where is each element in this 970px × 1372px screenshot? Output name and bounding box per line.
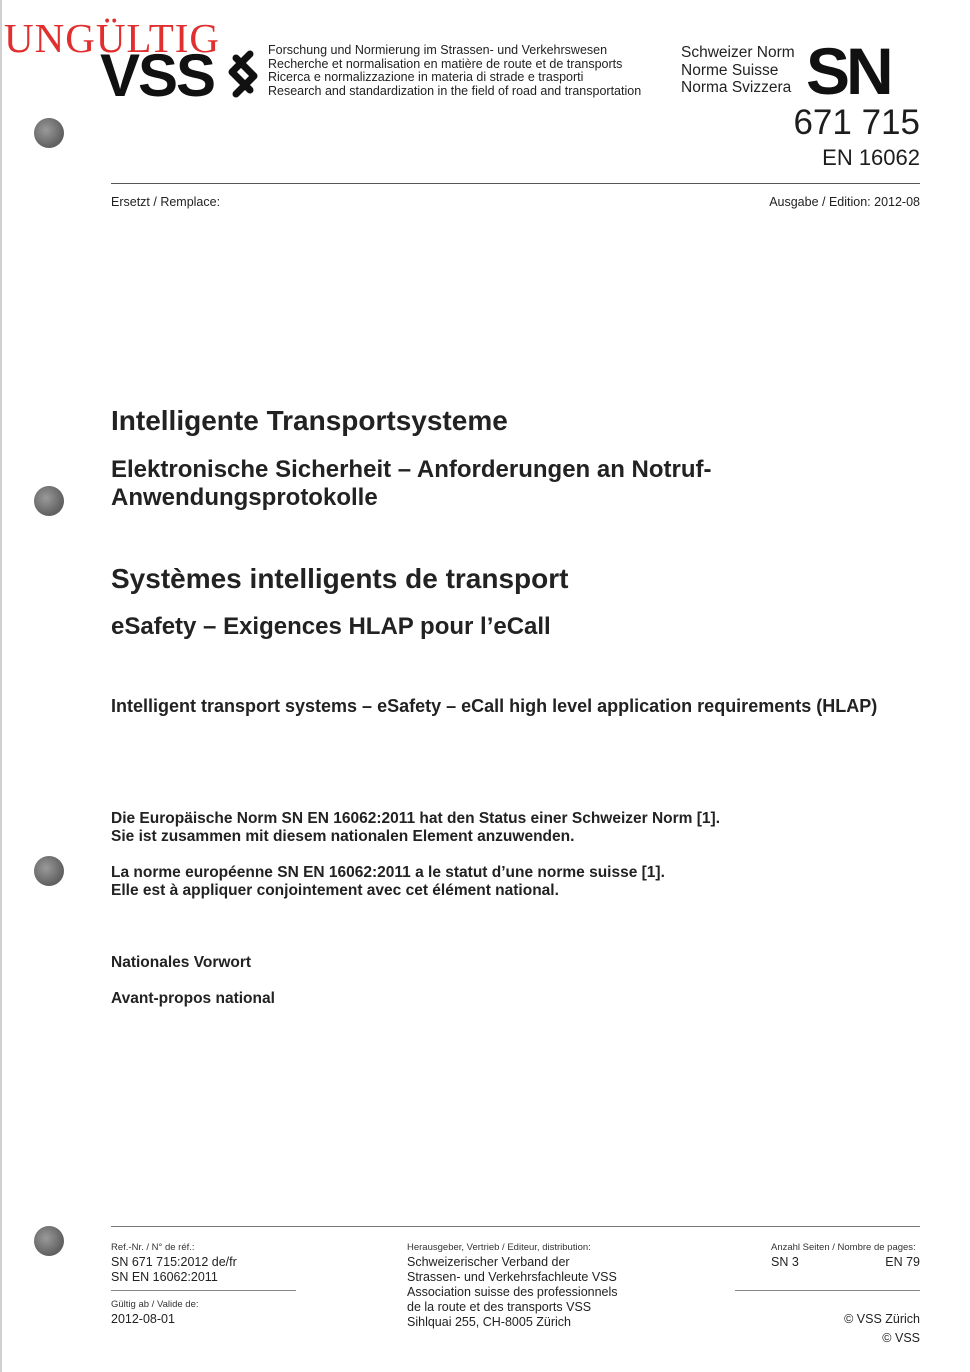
research-line: Research and standardization in the field of road and transportation bbox=[268, 83, 642, 98]
sn-name-it: Norma Svizzera bbox=[681, 79, 792, 97]
research-line: Recherche et normalisation en matière de route et de transports bbox=[268, 56, 623, 71]
foreword-fr: Avant-propos national bbox=[111, 990, 275, 1007]
sn-number: 671 715 bbox=[793, 103, 920, 142]
publisher-line: Association suisse des professionnels bbox=[407, 1285, 618, 1299]
publisher-line: Schweizerischer Verband der bbox=[407, 1255, 570, 1269]
title-en: Intelligent transport systems – eSafety – eCall high level application requirements (HLAP) bbox=[111, 696, 878, 716]
publisher-label: Herausgeber, Vertrieb / Editeur, distribution: bbox=[407, 1242, 591, 1253]
status-de-line: Die Europäische Norm SN EN 16062:2011 hat den Status einer Schweizer Norm [1]. bbox=[111, 810, 721, 827]
ref-value: SN 671 715:2012 de/fr bbox=[111, 1255, 237, 1269]
copyright-line: © VSS Zürich bbox=[844, 1312, 920, 1326]
sn-name-fr: Norme Suisse bbox=[681, 61, 779, 79]
punch-hole bbox=[34, 118, 64, 148]
footer-pages bbox=[771, 1240, 920, 1270]
punch-hole bbox=[34, 1226, 64, 1256]
foreword-de: Nationales Vorwort bbox=[111, 954, 252, 971]
edition-label: Ausgabe / Edition: 2012-08 bbox=[769, 195, 920, 209]
publisher-line: Sihlquai 255, CH-8005 Zürich bbox=[407, 1315, 571, 1329]
vss-logo-text: VSS bbox=[100, 42, 215, 102]
status-fr bbox=[111, 864, 871, 900]
pages-en: EN 79 bbox=[885, 1255, 920, 1269]
footer-validity bbox=[111, 1297, 199, 1327]
publisher-line: de la route et des transports VSS bbox=[407, 1300, 592, 1314]
footer-publisher bbox=[407, 1240, 618, 1330]
title-fr-sub: eSafety – Exigences HLAP pour l’eCall bbox=[111, 613, 551, 640]
footer-reference bbox=[111, 1240, 237, 1285]
title-de-main: Intelligente Transportsysteme bbox=[111, 405, 508, 436]
punch-hole bbox=[34, 486, 64, 516]
footer-pages-divider bbox=[735, 1290, 920, 1291]
replaces-label: Ersetzt / Remplace: bbox=[111, 195, 221, 209]
title-fr-main: Systèmes intelligents de transport bbox=[111, 563, 569, 594]
header-divider bbox=[111, 183, 920, 184]
valid-date: 2012-08-01 bbox=[111, 1312, 175, 1326]
scan-edge bbox=[0, 0, 2, 1372]
research-description bbox=[268, 44, 641, 98]
research-line: Forschung und Normierung im Strassen- und Verkehrswesen bbox=[268, 43, 608, 57]
copyright-line: © VSS bbox=[882, 1331, 920, 1345]
ref-label: Ref.-Nr. / N° de réf.: bbox=[111, 1242, 195, 1253]
status-fr-line: La norme européenne SN EN 16062:2011 a le statut d’une norme suisse [1]. bbox=[111, 864, 665, 881]
footer-divider bbox=[111, 1226, 920, 1227]
research-line: Ricerca e normalizzazione in materia di strade e trasporti bbox=[268, 70, 584, 85]
invalid-stamp: UNGÜLTIG bbox=[4, 15, 221, 61]
status-fr-line: Elle est à appliquer conjointement avec cet élément national. bbox=[111, 882, 559, 899]
footer-copyright bbox=[844, 1312, 920, 1346]
valid-label: Gültig ab / Valide de: bbox=[111, 1299, 199, 1310]
punch-hole bbox=[34, 856, 64, 886]
publisher-line: Strassen- und Verkehrsfachleute VSS bbox=[407, 1270, 617, 1284]
sn-name-de: Schweizer Norm bbox=[681, 44, 795, 61]
sn-logo-text: SN bbox=[806, 44, 890, 98]
status-de bbox=[111, 810, 871, 846]
en-number: EN 16062 bbox=[822, 145, 920, 170]
status-de-line: Sie ist zusammen mit diesem nationalen Element anzuwenden. bbox=[111, 828, 575, 845]
pages-label: Anzahl Seiten / Nombre de pages: bbox=[771, 1242, 916, 1253]
footer-ref-divider bbox=[111, 1290, 296, 1291]
ref-value: SN EN 16062:2011 bbox=[111, 1270, 218, 1284]
title-de-sub: Elektronische Sicherheit – Anforderungen an Notruf-Anwendungsprotokolle bbox=[111, 456, 712, 511]
sn-logo bbox=[806, 44, 922, 103]
pages-sn: SN 3 bbox=[771, 1255, 799, 1269]
sn-names bbox=[681, 44, 795, 97]
